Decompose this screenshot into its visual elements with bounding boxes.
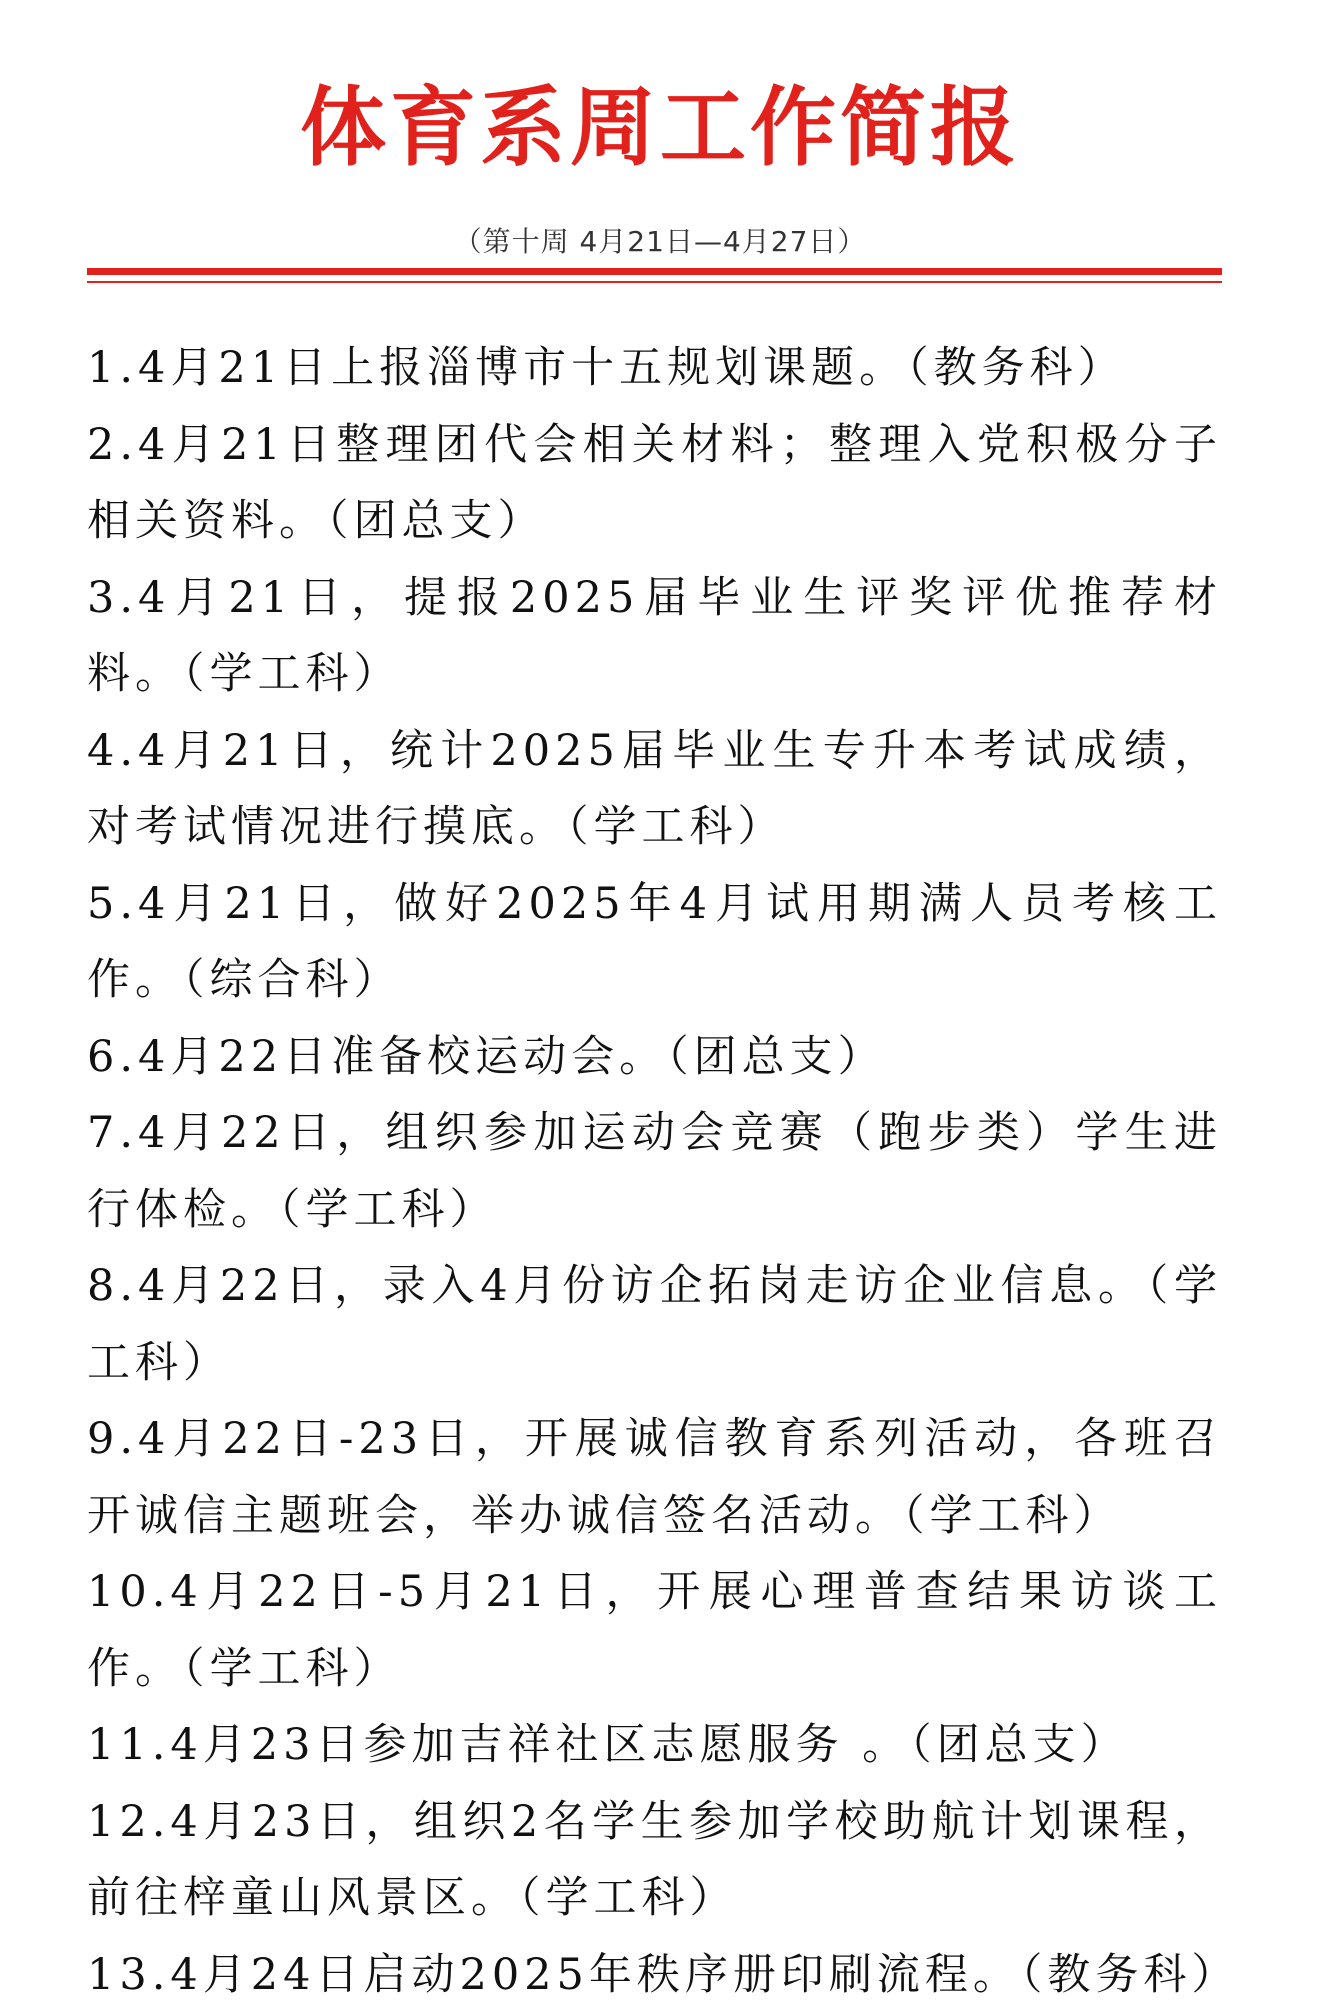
work-item: 1.4月21日上报淄博市十五规划课题。（教务科） — [87, 330, 1222, 407]
header-divider-thin — [87, 281, 1222, 283]
work-item: 12.4月23日，组织2名学生参加学校助航计划课程，前往梓童山风景区。（学工科） — [87, 1784, 1222, 1937]
report-subtitle: （第十周 4月21日—4月27日） — [0, 222, 1320, 262]
work-item: 11.4月23日参加吉祥社区志愿服务 。（团总支） — [87, 1707, 1222, 1784]
work-item-list — [87, 330, 1222, 2013]
work-item: 5.4月21日，做好2025年4月试用期满人员考核工作。（综合科） — [87, 866, 1222, 1019]
work-item: 4.4月21日，统计2025届毕业生专升本考试成绩，对考试情况进行摸底。（学工科） — [87, 713, 1222, 866]
report-title: 体育系周工作简报 — [0, 78, 1320, 178]
header-divider-thick — [87, 268, 1222, 275]
work-item: 8.4月22日，录入4月份访企拓岗走访企业信息。（学工科） — [87, 1248, 1222, 1401]
work-item: 13.4月24日启动2025年秩序册印刷流程。（教务科） — [87, 1937, 1222, 2013]
work-item: 6.4月22日准备校运动会。（团总支） — [87, 1019, 1222, 1096]
work-item: 3.4月21日，提报2025届毕业生评奖评优推荐材料。（学工科） — [87, 560, 1222, 713]
work-item: 7.4月22日，组织参加运动会竞赛（跑步类）学生进行体检。（学工科） — [87, 1095, 1222, 1248]
work-item: 10.4月22日-5月21日，开展心理普查结果访谈工作。（学工科） — [87, 1554, 1222, 1707]
work-item: 2.4月21日整理团代会相关材料；整理入党积极分子相关资料。（团总支） — [87, 407, 1222, 560]
work-item: 9.4月22日-23日，开展诚信教育系列活动，各班召开诚信主题班会，举办诚信签名活动。（学工科） — [87, 1401, 1222, 1554]
